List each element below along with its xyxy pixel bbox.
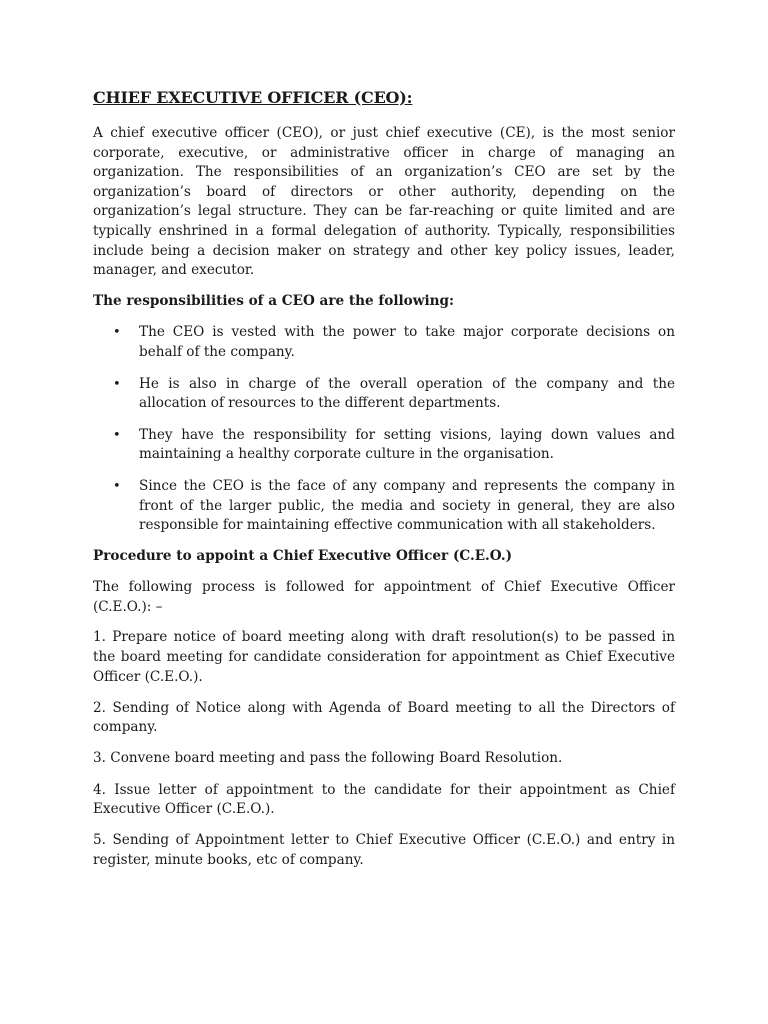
procedure-heading: Procedure to appoint a Chief Executive Officer (C.E.O.): [93, 547, 512, 564]
procedure-step: 4. Issue letter of appointment to the candidate for their appointment as Chief Executive Officer (C.E.O.).: [93, 781, 675, 818]
list-item-text: They have the responsibility for setting visions, laying down values and maintaining a healthy corporate culture in the organisation.: [139, 426, 675, 463]
procedure-step: 5. Sending of Appointment letter to Chief Executive Officer (C.E.O.) and entry in register, minute books, etc of company.: [93, 832, 675, 868]
procedure-intro: The following process is followed for appointment of Chief Executive Officer (C.E.O.): –: [93, 579, 675, 615]
list-item-text: The CEO is vested with the power to take major corporate decisions on behalf of the company.: [139, 324, 675, 360]
list-item: [93, 375, 675, 414]
procedure-step: 2. Sending of Notice along with Agenda of Board meeting to all the Directors of company.: [93, 699, 675, 736]
list-item: [93, 426, 675, 465]
intro-paragraph: A chief executive officer (CEO), or just chief executive (CE), is the most senior corporate, executive, or administrative officer in charge of managing an organization. The responsibilities of an organization’s CEO are set by the organization’s board of directors or other authority, depending on the organization’s legal structure. They can be far-reaching or quite limited and are typically enshrined in a formal delegation of authority. Typically, responsibilities include being a decision maker on strategy and other key policy issues, leader, manager, and executor.: [93, 125, 675, 279]
list-item-text: He is also in charge of the overall operation of the company and the allocation of resources to the different departments.: [139, 375, 675, 412]
bullet-icon: •: [113, 325, 121, 341]
page-title: CHIEF EXECUTIVE OFFICER (CEO):: [93, 88, 413, 107]
procedure-step: 3. Convene board meeting and pass the following Board Resolution.: [93, 750, 563, 767]
document-page: [93, 86, 675, 882]
bullet-icon: •: [113, 478, 121, 494]
bullet-icon: •: [113, 376, 121, 392]
list-item: [93, 323, 675, 362]
procedure-step: 1. Prepare notice of board meeting along with draft resolution(s) to be passed in the board meeting for candidate consideration for appointment as Chief Executive Officer (C.E.O.).: [93, 629, 675, 685]
bullet-icon: •: [113, 427, 121, 443]
list-item: [93, 477, 675, 536]
responsibilities-list: [93, 323, 675, 535]
responsibilities-heading: The responsibilities of a CEO are the following:: [93, 292, 455, 309]
list-item-text: Since the CEO is the face of any company and represents the company in front of the larger public, the media and society in general, they are also responsible for maintaining effective communication with all stakeholders.: [139, 477, 675, 534]
